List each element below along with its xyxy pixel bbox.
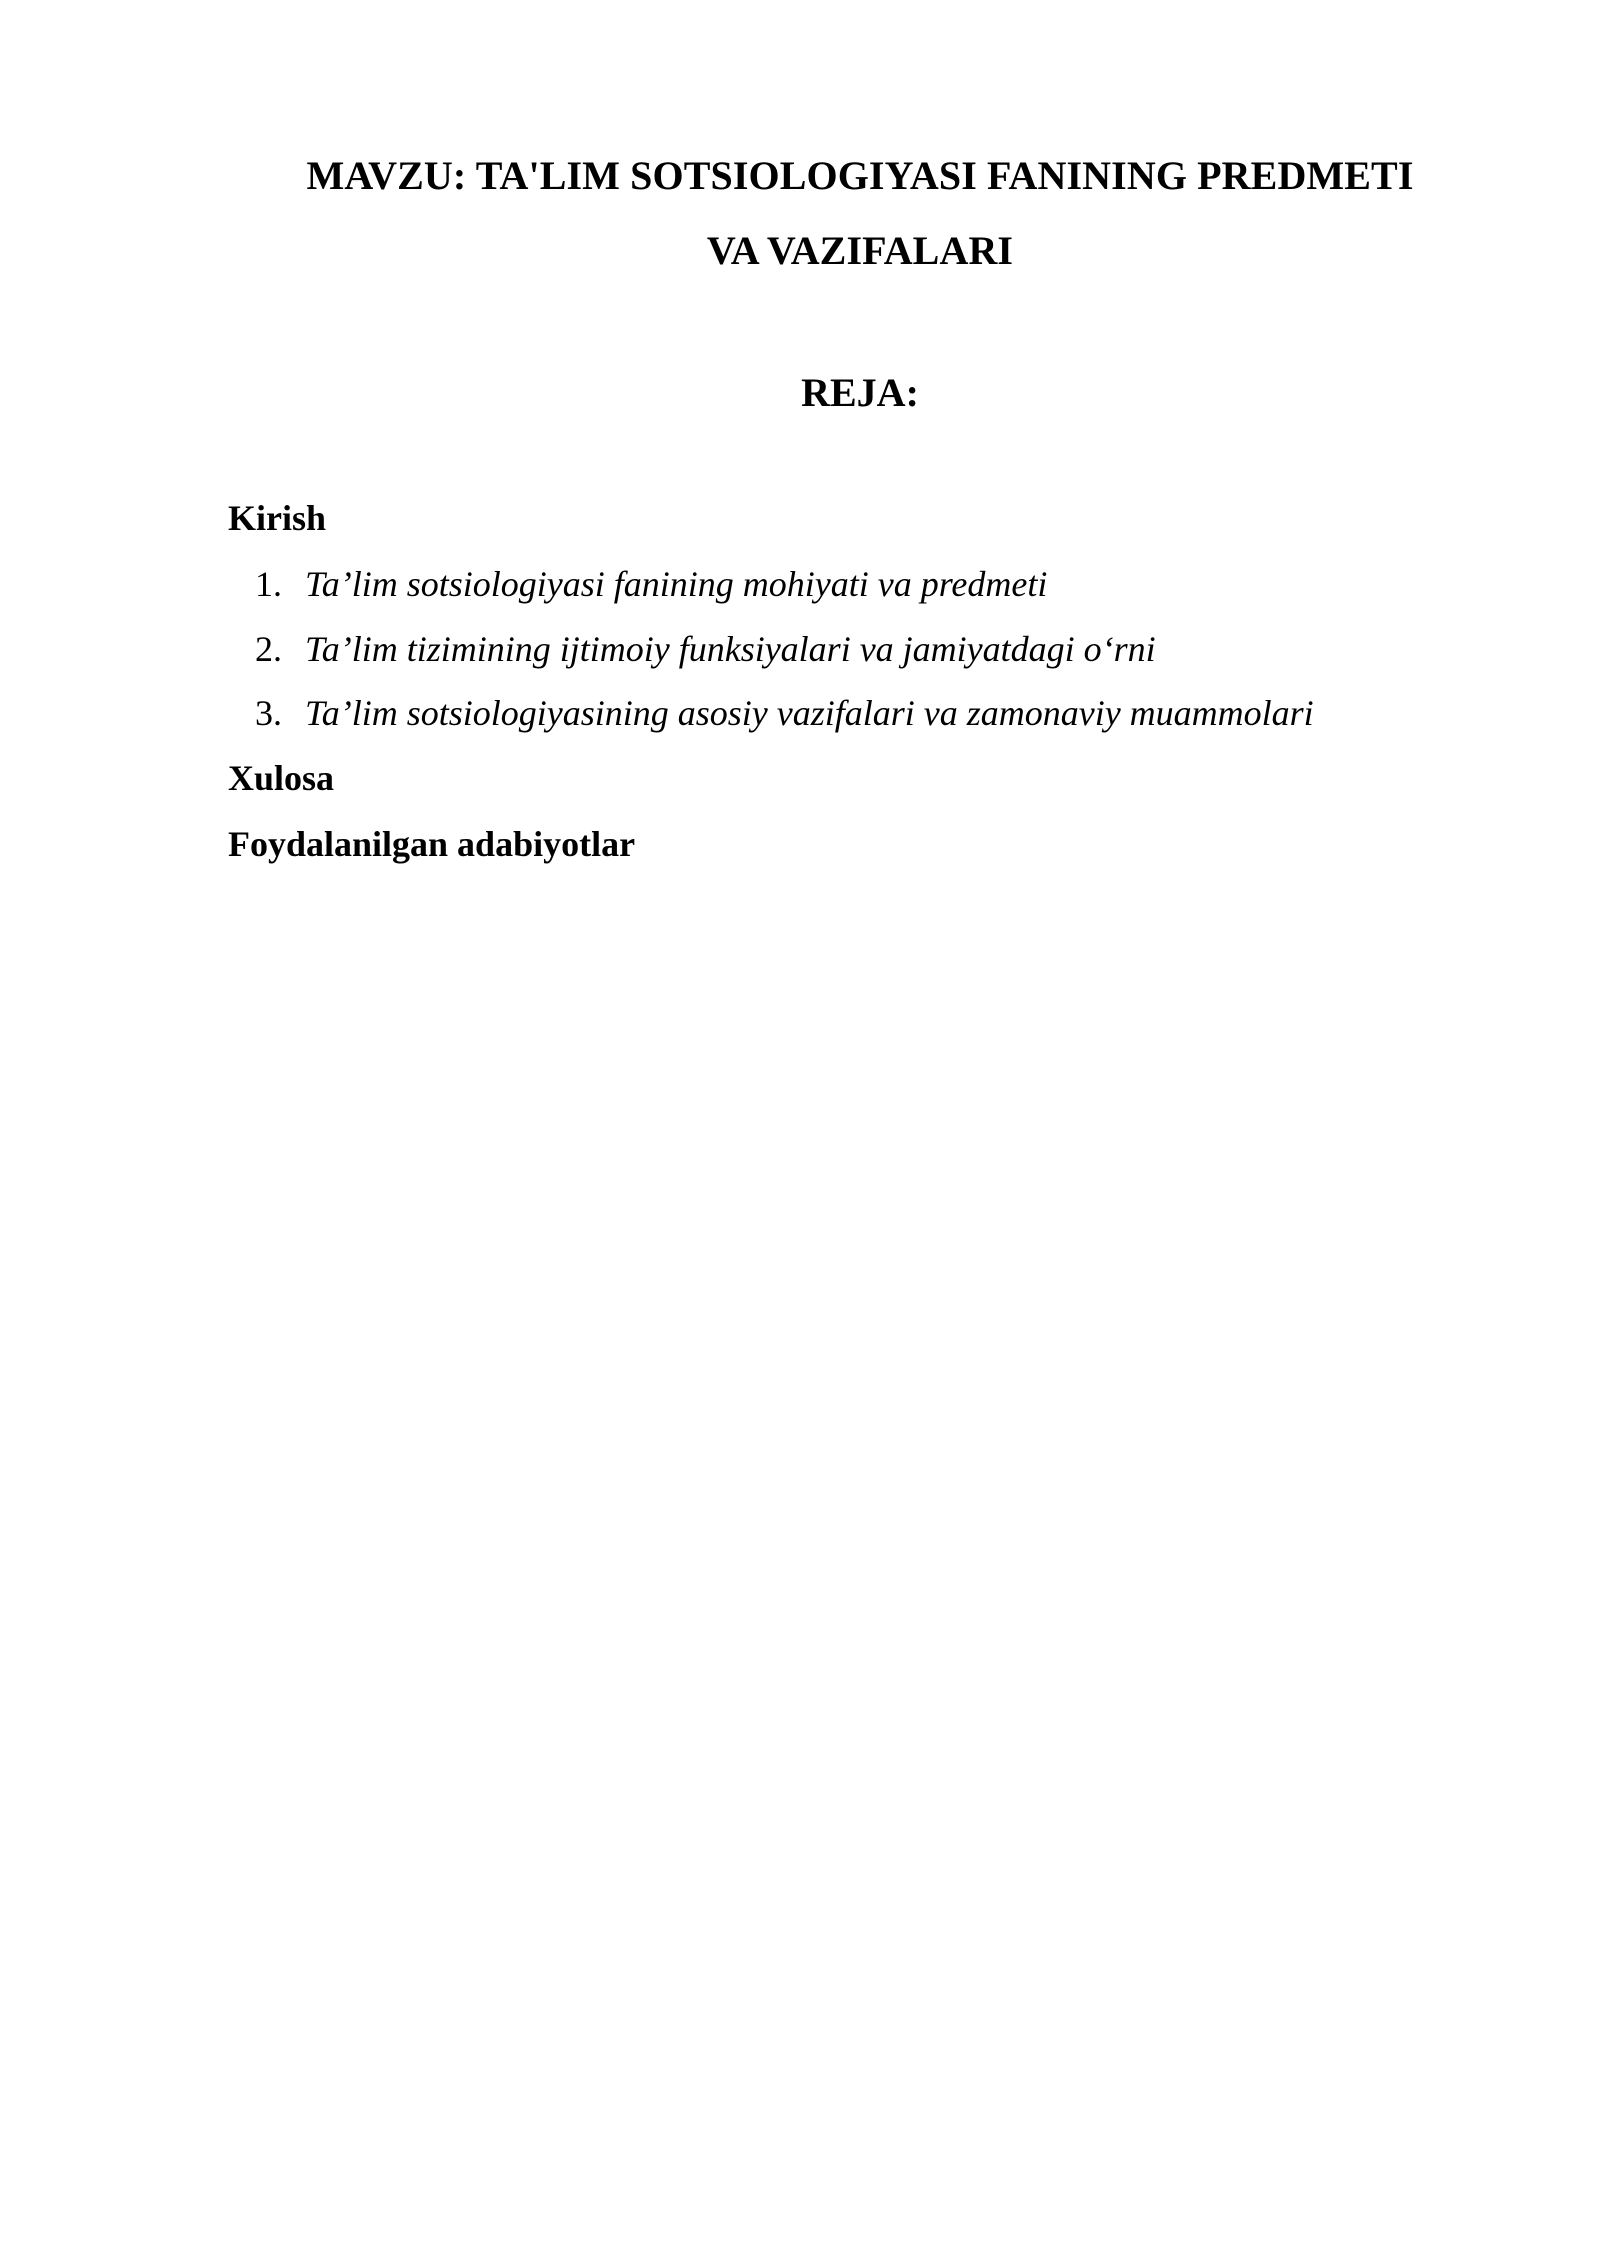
- plan-item: [255, 563, 1047, 605]
- plan-item: [255, 692, 1314, 734]
- plan-item-text: Ta’lim sotsiologiyasining asosiy vazifalari va zamonaviy muammolari: [305, 693, 1314, 733]
- plan-heading: REJA:: [801, 370, 919, 415]
- section-intro: Kirish: [228, 498, 327, 538]
- section-references: Foydalanilgan adabiyotlar: [228, 824, 636, 864]
- plan-item-text: Ta’lim sotsiologiyasi fanining mohiyati va predmeti: [305, 564, 1048, 604]
- plan-item-number: 1.: [255, 564, 282, 604]
- page-title-line-2: VA VAZIFALARI: [706, 228, 1014, 273]
- section-conclusion: Xulosa: [228, 758, 335, 798]
- plan-item-text: Ta’lim tizimining ijtimoiy funksiyalari va jamiyatdagi o‘rni: [305, 629, 1156, 669]
- plan-item-number: 3.: [255, 693, 282, 733]
- page-title-line-1: MAVZU: TA'LIM SOTSIOLOGIYASI FANINING PREDMETI: [306, 153, 1414, 198]
- plan-item-number: 2.: [255, 629, 282, 669]
- plan-item: [255, 628, 1156, 670]
